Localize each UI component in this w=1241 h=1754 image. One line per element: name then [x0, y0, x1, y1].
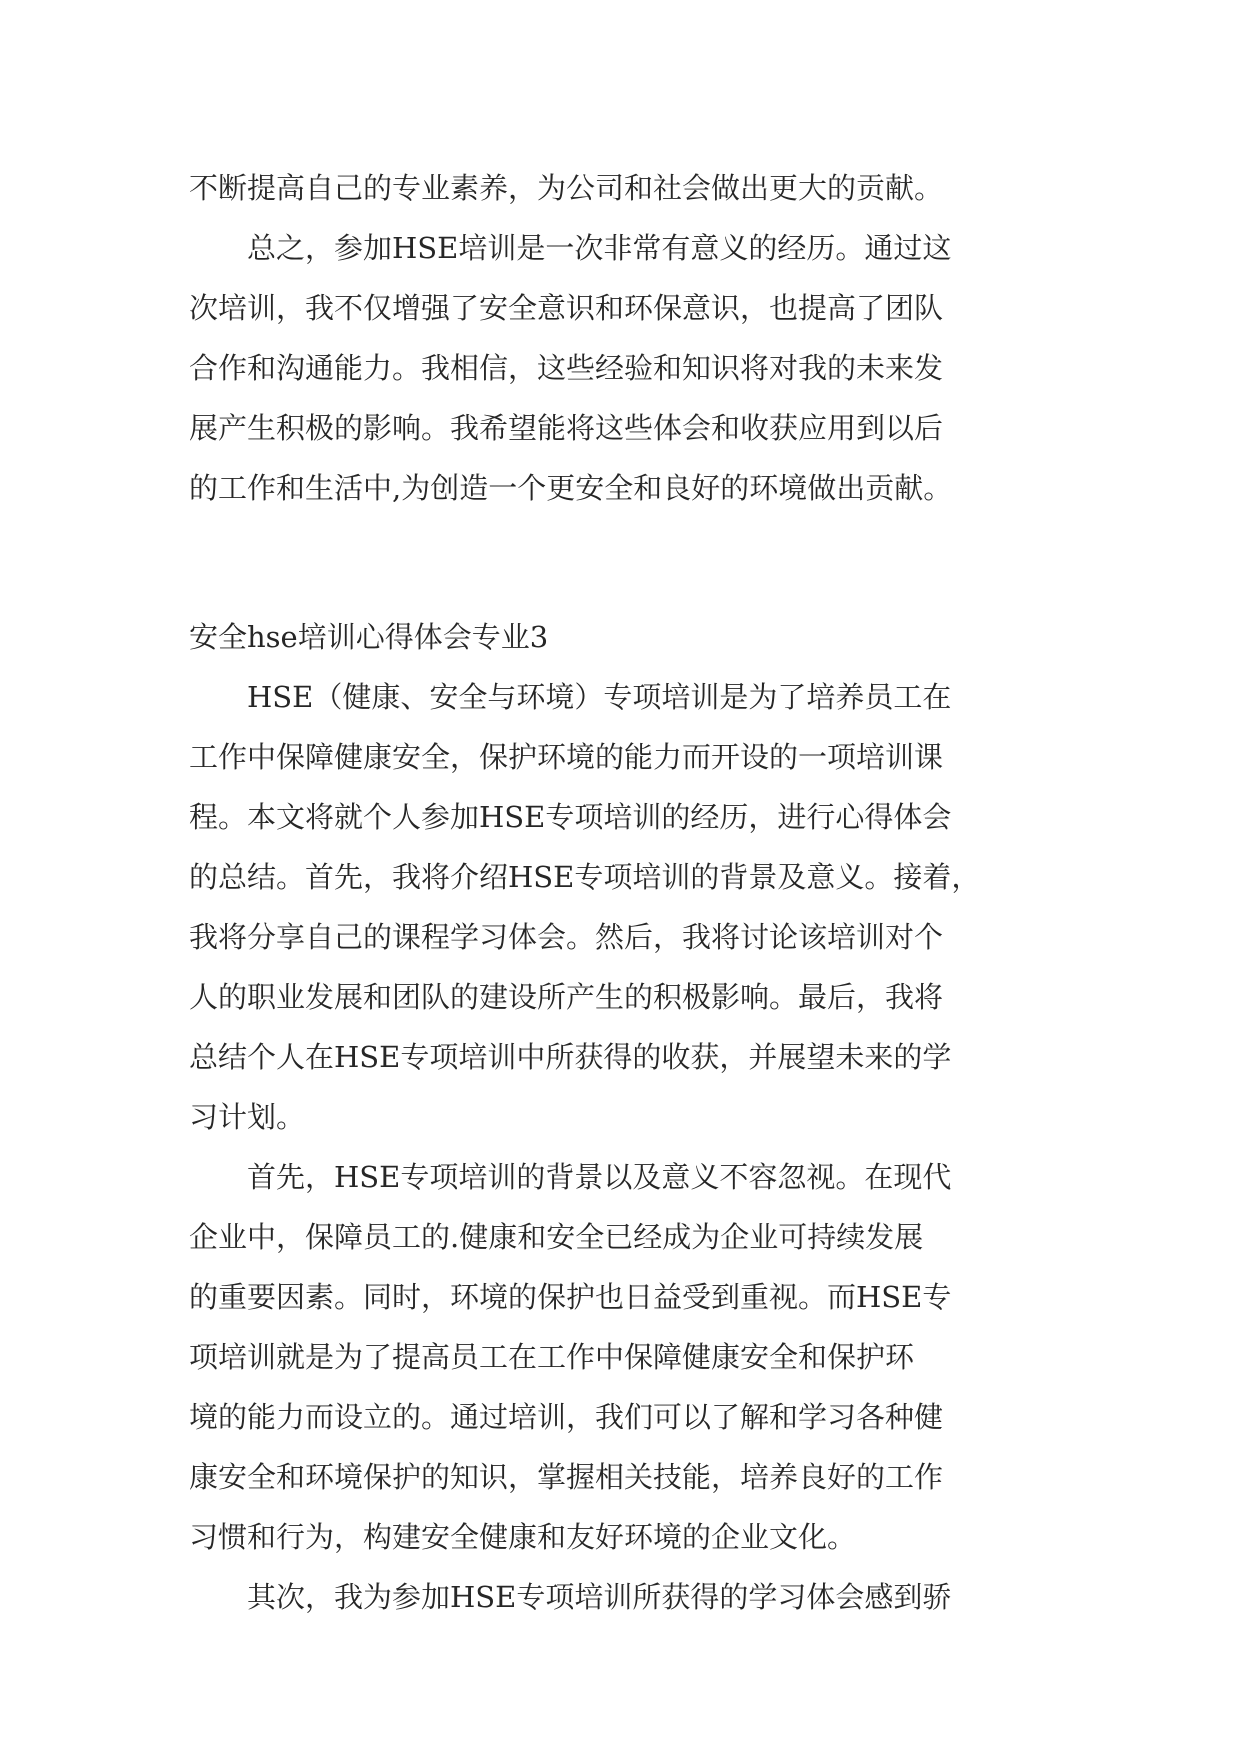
document-body [189, 158, 1069, 1627]
text-line: 人的职业发展和团队的建设所产生的积极影响。最后，我将 [189, 980, 944, 1014]
text-line: 的总结。首先，我将介绍HSE专项培训的背景及意义。接着， [189, 860, 981, 894]
section-spacer [189, 518, 1069, 607]
text-line: 企业中，保障员工的.健康和安全已经成为企业可持续发展 [189, 1220, 924, 1254]
text-line: 我将分享自己的课程学习体会。然后，我将讨论该培训对个 [189, 920, 944, 954]
text-line: 不断提高自己的专业素养，为公司和社会做出更大的贡献。 [189, 171, 944, 205]
text-line: 康安全和环境保护的知识，掌握相关技能，培养良好的工作 [189, 1460, 944, 1494]
paragraph [189, 1567, 1069, 1627]
text-line: 境的能力而设立的。通过培训，我们可以了解和学习各种健 [189, 1400, 944, 1434]
text-line: 其次，我为参加HSE专项培训所获得的学习体会感到骄 [247, 1580, 952, 1614]
text-line: 的工作和生活中,为创造一个更安全和良好的环境做出贡献。 [189, 471, 953, 505]
text-line: 程。本文将就个人参加HSE专项培训的经历，进行心得体会 [189, 800, 952, 834]
paragraph [189, 1147, 1069, 1567]
text-line: 的重要因素。同时，环境的保护也日益受到重视。而HSE专 [189, 1280, 952, 1314]
text-line: 总结个人在HSE专项培训中所获得的收获，并展望未来的学 [189, 1040, 952, 1074]
text-line: 工作中保障健康安全，保护环境的能力而开设的一项培训课 [189, 740, 944, 774]
text-line: 习惯和行为，构建安全健康和友好环境的企业文化。 [189, 1520, 857, 1554]
text-line: 总之，参加HSE培训是一次非常有意义的经历。通过这 [247, 231, 952, 265]
section-heading [189, 607, 1069, 667]
text-line: 合作和沟通能力。我相信，这些经验和知识将对我的未来发 [189, 351, 944, 385]
text-line: 次培训，我不仅增强了安全意识和环保意识，也提高了团队 [189, 291, 944, 325]
text-line: 习计划。 [189, 1100, 306, 1134]
paragraph [189, 158, 1069, 218]
paragraph [189, 218, 1069, 518]
text-line: 展产生积极的影响。我希望能将这些体会和收获应用到以后 [189, 411, 944, 445]
heading-text: 安全hse培训心得体会专业3 [189, 620, 549, 654]
text-line: 首先，HSE专项培训的背景以及意义不容忽视。在现代 [247, 1160, 952, 1194]
paragraph [189, 667, 1069, 1147]
text-line: 项培训就是为了提高员工在工作中保障健康安全和保护环 [189, 1340, 915, 1374]
text-line: HSE（健康、安全与环境）专项培训是为了培养员工在 [247, 680, 952, 714]
